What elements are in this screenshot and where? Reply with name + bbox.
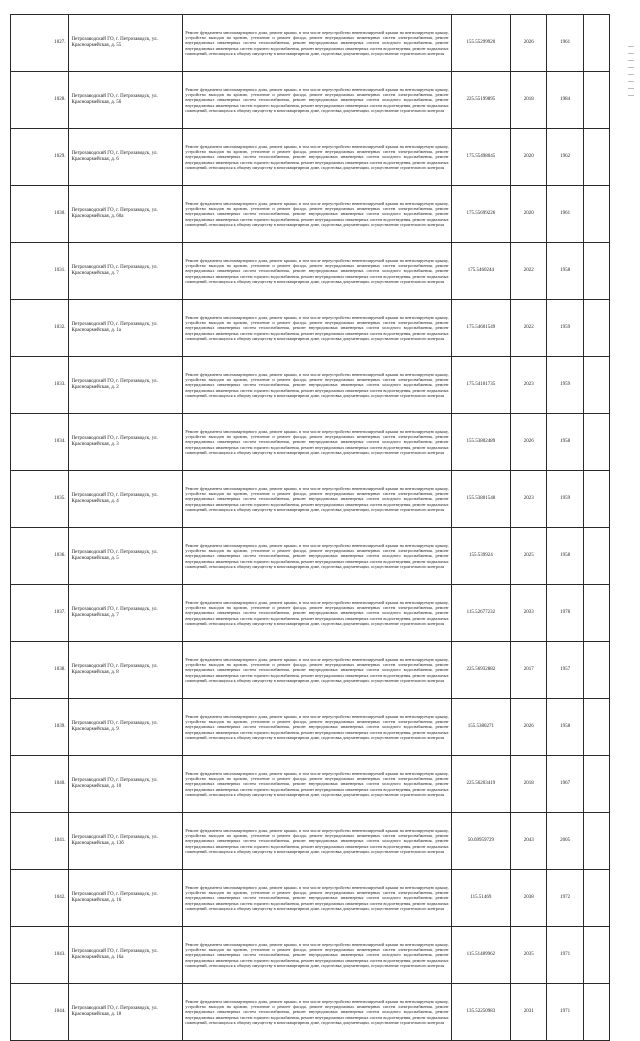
row-address: Петрозаводский ГО, г. Петрозаводск, ул. Красноармейская, д. 16: [69, 870, 183, 927]
row-year-built: 1984: [547, 72, 583, 129]
row-number: 1030.: [11, 186, 69, 243]
row-address: Петрозаводский ГО, г. Петрозаводск, ул. Красноармейская, д. 3: [69, 414, 183, 471]
row-area-value: 225.56203419: [451, 756, 510, 813]
row-number: 1035.: [11, 471, 69, 528]
row-year-built: 1978: [547, 585, 583, 642]
row-year-planned: 2022: [511, 243, 547, 300]
row-area-value: 135.52250983: [451, 984, 510, 1041]
row-address: Петрозаводский ГО, г. Петрозаводск, ул. Красноармейская, д. 2: [69, 357, 183, 414]
row-year-planned: 2022: [511, 300, 547, 357]
row-work-description: Ремонт фундамента многоквартирного дома, ремонт крыши, в том числе переустройство невентилируемой крыши на вентилируемую крышу, устройство выходов на кровлю, утепление и ремонт фасада, ремонт внутридомовых инженерных систем электроснабжения, ремонт внутридомовых инженерных систем теплоснабжения, ремонт внутридомовых инженерных систем холодного водоснабжения, ремонт внутридомовых инженерных систем горячего водоснабжения, ремонт внутридомовых инженерных систем водоотведения, ремонт подвальных помещений, относящихся к общему имуществу в многоквартирном доме, подготовка документации, осуществление строительного контроля: [183, 984, 451, 1041]
row-number: 1041.: [11, 813, 69, 870]
row-number: 1033.: [11, 357, 69, 414]
table-row: [11, 186, 610, 243]
row-work-description: Ремонт фундамента многоквартирного дома, ремонт крыши, в том числе переустройство невентилируемой крыши на вентилируемую крышу, устройство выходов на кровлю, утепление и ремонт фасада, ремонт внутридомовых инженерных систем электроснабжения, ремонт внутридомовых инженерных систем теплоснабжения, ремонт внутридомовых инженерных систем холодного водоснабжения, ремонт внутридомовых инженерных систем горячего водоснабжения, ремонт внутридомовых инженерных систем водоотведения, ремонт подвальных помещений, относящихся к общему имуществу в многоквартирном доме, подготовка документации, осуществление строительного контроля: [183, 813, 451, 870]
row-address: Петрозаводский ГО, г. Петрозаводск, ул. Красноармейская, д. 7: [69, 585, 183, 642]
row-area-value: 155.53802489: [451, 414, 510, 471]
row-empty-cell: [583, 186, 609, 243]
row-address: Петрозаводский ГО, г. Петрозаводск, ул. Красноармейская, д. 55: [69, 15, 183, 72]
row-work-description: Ремонт фундамента многоквартирного дома, ремонт крыши, в том числе переустройство невентилируемой крыши на вентилируемую крышу, устройство выходов на кровлю, утепление и ремонт фасада, ремонт внутридомовых инженерных систем электроснабжения, ремонт внутридомовых инженерных систем теплоснабжения, ремонт внутридомовых инженерных систем холодного водоснабжения, ремонт внутридомовых инженерных систем горячего водоснабжения, ремонт внутридомовых инженерных систем водоотведения, ремонт подвальных помещений, относящихся к общему имуществу в многоквартирном доме, подготовка документации, осуществление строительного контроля: [183, 870, 451, 927]
row-area-value: 175.55498045: [451, 129, 510, 186]
row-year-built: 1958: [547, 528, 583, 585]
row-year-planned: 2026: [511, 15, 547, 72]
row-year-planned: 2038: [511, 870, 547, 927]
row-year-planned: 2020: [511, 186, 547, 243]
row-empty-cell: [583, 300, 609, 357]
row-empty-cell: [583, 72, 609, 129]
row-empty-cell: [583, 813, 609, 870]
margin-marks: [628, 40, 634, 160]
table-row: [11, 927, 610, 984]
row-year-built: 1961: [547, 186, 583, 243]
row-work-description: Ремонт фундамента многоквартирного дома, ремонт крыши, в том числе переустройство невентилируемой крыши на вентилируемую крышу, устройство выходов на кровлю, утепление и ремонт фасада, ремонт внутридомовых инженерных систем электроснабжения, ремонт внутридомовых инженерных систем теплоснабжения, ремонт внутридомовых инженерных систем холодного водоснабжения, ремонт внутридомовых инженерных систем горячего водоснабжения, ремонт внутридомовых инженерных систем водоотведения, ремонт подвальных помещений, относящихся к общему имуществу в многоквартирном доме, подготовка документации, осуществление строительного контроля: [183, 15, 451, 72]
row-empty-cell: [583, 357, 609, 414]
row-address: Петрозаводский ГО, г. Петрозаводск, ул. Красноармейская, д. 56: [69, 72, 183, 129]
row-work-description: Ремонт фундамента многоквартирного дома, ремонт крыши, в том числе переустройство невентилируемой крыши на вентилируемую крышу, устройство выходов на кровлю, утепление и ремонт фасада, ремонт внутридомовых инженерных систем электроснабжения, ремонт внутридомовых инженерных систем теплоснабжения, ремонт внутридомовых инженерных систем холодного водоснабжения, ремонт внутридомовых инженерных систем горячего водоснабжения, ремонт внутридомовых инженерных систем водоотведения, ремонт подвальных помещений, относящихся к общему имуществу в многоквартирном доме, подготовка документации, осуществление строительного контроля: [183, 585, 451, 642]
row-year-planned: 2018: [511, 72, 547, 129]
row-address: Петрозаводский ГО, г. Петрозаводск, ул. Красноармейская, д. 8: [69, 642, 183, 699]
row-empty-cell: [583, 414, 609, 471]
row-year-built: 1971: [547, 927, 583, 984]
row-work-description: Ремонт фундамента многоквартирного дома, ремонт крыши, в том числе переустройство невентилируемой крыши на вентилируемую крышу, устройство выходов на кровлю, утепление и ремонт фасада, ремонт внутридомовых инженерных систем электроснабжения, ремонт внутридомовых инженерных систем теплоснабжения, ремонт внутридомовых инженерных систем холодного водоснабжения, ремонт внутридомовых инженерных систем горячего водоснабжения, ремонт внутридомовых инженерных систем водоотведения, ремонт подвальных помещений, относящихся к общему имуществу в многоквартирном доме, подготовка документации, осуществление строительного контроля: [183, 471, 451, 528]
row-work-description: Ремонт фундамента многоквартирного дома, ремонт крыши, в том числе переустройство невентилируемой крыши на вентилируемую крышу, устройство выходов на кровлю, утепление и ремонт фасада, ремонт внутридомовых инженерных систем электроснабжения, ремонт внутридомовых инженерных систем теплоснабжения, ремонт внутридомовых инженерных систем холодного водоснабжения, ремонт внутридомовых инженерных систем горячего водоснабжения, ремонт внутридомовых инженерных систем водоотведения, ремонт подвальных помещений, относящихся к общему имуществу в многоквартирном доме, подготовка документации, осуществление строительного контроля: [183, 927, 451, 984]
row-year-built: 1958: [547, 414, 583, 471]
row-number: 1038.: [11, 642, 69, 699]
row-work-description: Ремонт фундамента многоквартирного дома, ремонт крыши, в том числе переустройство невентилируемой крыши на вентилируемую крышу, устройство выходов на кровлю, утепление и ремонт фасада, ремонт внутридомовых инженерных систем электроснабжения, ремонт внутридомовых инженерных систем теплоснабжения, ремонт внутридомовых инженерных систем холодного водоснабжения, ремонт внутридомовых инженерных систем горячего водоснабжения, ремонт внутридомовых инженерных систем водоотведения, ремонт подвальных помещений, относящихся к общему имуществу в многоквартирном доме, подготовка документации, осуществление строительного контроля: [183, 72, 451, 129]
row-empty-cell: [583, 471, 609, 528]
table-row: [11, 756, 610, 813]
table-row: [11, 699, 610, 756]
row-empty-cell: [583, 756, 609, 813]
table-row: [11, 984, 610, 1041]
row-empty-cell: [583, 699, 609, 756]
row-empty-cell: [583, 870, 609, 927]
row-year-built: 1972: [547, 870, 583, 927]
row-year-planned: 2025: [511, 528, 547, 585]
row-year-built: 1959: [547, 471, 583, 528]
row-number: 1042.: [11, 870, 69, 927]
row-address: Петрозаводский ГО, г. Петрозаводск, ул. Красноармейская, д. 6: [69, 129, 183, 186]
row-year-built: 2005: [547, 813, 583, 870]
row-year-built: 1967: [547, 756, 583, 813]
table-row: [11, 414, 610, 471]
row-area-value: 155.53801548: [451, 471, 510, 528]
row-area-value: 225.56932882: [451, 642, 510, 699]
row-area-value: 155.55299920: [451, 15, 510, 72]
row-work-description: Ремонт фундамента многоквартирного дома, ремонт крыши, в том числе переустройство невентилируемой крыши на вентилируемую крышу, устройство выходов на кровлю, утепление и ремонт фасада, ремонт внутридомовых инженерных систем электроснабжения, ремонт внутридомовых инженерных систем теплоснабжения, ремонт внутридомовых инженерных систем холодного водоснабжения, ремонт внутридомовых инженерных систем горячего водоснабжения, ремонт внутридомовых инженерных систем водоотведения, ремонт подвальных помещений, относящихся к общему имуществу в многоквартирном доме, подготовка документации, осуществление строительного контроля: [183, 756, 451, 813]
row-year-planned: 2031: [511, 984, 547, 1041]
table-row: [11, 357, 610, 414]
row-area-value: 155.539924: [451, 528, 510, 585]
row-year-planned: 2043: [511, 813, 547, 870]
row-work-description: Ремонт фундамента многоквартирного дома, ремонт крыши, в том числе переустройство невентилируемой крыши на вентилируемую крышу, устройство выходов на кровлю, утепление и ремонт фасада, ремонт внутридомовых инженерных систем электроснабжения, ремонт внутридомовых инженерных систем теплоснабжения, ремонт внутридомовых инженерных систем холодного водоснабжения, ремонт внутридомовых инженерных систем горячего водоснабжения, ремонт внутридомовых инженерных систем водоотведения, ремонт подвальных помещений, относящихся к общему имуществу в многоквартирном доме, подготовка документации, осуществление строительного контроля: [183, 528, 451, 585]
row-empty-cell: [583, 585, 609, 642]
row-address: Петрозаводский ГО, г. Петрозаводск, ул. Красноармейская, д. 10: [69, 756, 183, 813]
row-year-built: 1957: [547, 642, 583, 699]
row-area-value: 115.52677232: [451, 585, 510, 642]
row-year-planned: 2035: [511, 927, 547, 984]
table-row: [11, 870, 610, 927]
row-year-planned: 2018: [511, 756, 547, 813]
row-number: 1032.: [11, 300, 69, 357]
row-address: Петрозаводский ГО, г. Петрозаводск, ул. Красноармейская, д. 7: [69, 243, 183, 300]
row-empty-cell: [583, 927, 609, 984]
row-address: Петрозаводский ГО, г. Петрозаводск, ул. Красноармейская, д. 1а: [69, 300, 183, 357]
row-address: Петрозаводский ГО, г. Петрозаводск, ул. Красноармейская, д. 9: [69, 699, 183, 756]
row-address: Петрозаводский ГО, г. Петрозаводск, ул. Красноармейская, д. 18: [69, 984, 183, 1041]
row-work-description: Ремонт фундамента многоквартирного дома, ремонт крыши, в том числе переустройство невентилируемой крыши на вентилируемую крышу, устройство выходов на кровлю, утепление и ремонт фасада, ремонт внутридомовых инженерных систем электроснабжения, ремонт внутридомовых инженерных систем теплоснабжения, ремонт внутридомовых инженерных систем холодного водоснабжения, ремонт внутридомовых инженерных систем горячего водоснабжения, ремонт внутридомовых инженерных систем водоотведения, ремонт подвальных помещений, относящихся к общему имуществу в многоквартирном доме, подготовка документации, осуществление строительного контроля: [183, 186, 451, 243]
table-row: [11, 72, 610, 129]
row-year-planned: 2033: [511, 585, 547, 642]
row-number: 1043.: [11, 927, 69, 984]
row-empty-cell: [583, 984, 609, 1041]
row-number: 1034.: [11, 414, 69, 471]
row-number: 1036.: [11, 528, 69, 585]
row-year-planned: 2023: [511, 471, 547, 528]
table-row: [11, 129, 610, 186]
table-row: [11, 528, 610, 585]
row-work-description: Ремонт фундамента многоквартирного дома, ремонт крыши, в том числе переустройство невентилируемой крыши на вентилируемую крышу, устройство выходов на кровлю, утепление и ремонт фасада, ремонт внутридомовых инженерных систем электроснабжения, ремонт внутридомовых инженерных систем теплоснабжения, ремонт внутридомовых инженерных систем холодного водоснабжения, ремонт внутридомовых инженерных систем горячего водоснабжения, ремонт внутридомовых инженерных систем водоотведения, ремонт подвальных помещений, относящихся к общему имуществу в многоквартирном доме, подготовка документации, осуществление строительного контроля: [183, 414, 451, 471]
row-empty-cell: [583, 642, 609, 699]
row-area-value: 50.69959729: [451, 813, 510, 870]
row-area-value: 225.55199895: [451, 72, 510, 129]
row-address: Петрозаводский ГО, г. Петрозаводск, ул. Красноармейская, д. 16а: [69, 927, 183, 984]
row-work-description: Ремонт фундамента многоквартирного дома, ремонт крыши, в том числе переустройство невентилируемой крыши на вентилируемую крышу, устройство выходов на кровлю, утепление и ремонт фасада, ремонт внутридомовых инженерных систем электроснабжения, ремонт внутридомовых инженерных систем теплоснабжения, ремонт внутридомовых инженерных систем холодного водоснабжения, ремонт внутридомовых инженерных систем горячего водоснабжения, ремонт внутридомовых инженерных систем водоотведения, ремонт подвальных помещений, относящихся к общему имуществу в многоквартирном доме, подготовка документации, осуществление строительного контроля: [183, 642, 451, 699]
table-row: [11, 243, 610, 300]
row-empty-cell: [583, 15, 609, 72]
row-area-value: 115.51469: [451, 870, 510, 927]
row-year-built: 1958: [547, 243, 583, 300]
row-year-built: 1958: [547, 699, 583, 756]
table-row: [11, 813, 610, 870]
row-year-planned: 2020: [511, 129, 547, 186]
table-row: [11, 642, 610, 699]
row-address: Петрозаводский ГО, г. Петрозаводск, ул. Красноармейская, д. 4: [69, 471, 183, 528]
row-number: 1028.: [11, 72, 69, 129]
row-area-value: 155.5380271: [451, 699, 510, 756]
row-year-built: 1971: [547, 984, 583, 1041]
row-year-built: 1961: [547, 15, 583, 72]
table-row: [11, 585, 610, 642]
row-empty-cell: [583, 129, 609, 186]
row-year-built: 1959: [547, 357, 583, 414]
row-work-description: Ремонт фундамента многоквартирного дома, ремонт крыши, в том числе переустройство невентилируемой крыши на вентилируемую крышу, устройство выходов на кровлю, утепление и ремонт фасада, ремонт внутридомовых инженерных систем электроснабжения, ремонт внутридомовых инженерных систем теплоснабжения, ремонт внутридомовых инженерных систем холодного водоснабжения, ремонт внутридомовых инженерных систем горячего водоснабжения, ремонт внутридомовых инженерных систем водоотведения, ремонт подвальных помещений, относящихся к общему имуществу в многоквартирном доме, подготовка документации, осуществление строительного контроля: [183, 357, 451, 414]
row-year-planned: 2017: [511, 642, 547, 699]
row-work-description: Ремонт фундамента многоквартирного дома, ремонт крыши, в том числе переустройство невентилируемой крыши на вентилируемую крышу, устройство выходов на кровлю, утепление и ремонт фасада, ремонт внутридомовых инженерных систем электроснабжения, ремонт внутридомовых инженерных систем теплоснабжения, ремонт внутридомовых инженерных систем холодного водоснабжения, ремонт внутридомовых инженерных систем горячего водоснабжения, ремонт внутридомовых инженерных систем водоотведения, ремонт подвальных помещений, относящихся к общему имуществу в многоквартирном доме, подготовка документации, осуществление строительного контроля: [183, 300, 451, 357]
row-number: 1040.: [11, 756, 69, 813]
table-row: [11, 15, 610, 72]
row-work-description: Ремонт фундамента многоквартирного дома, ремонт крыши, в том числе переустройство невентилируемой крыши на вентилируемую крышу, устройство выходов на кровлю, утепление и ремонт фасада, ремонт внутридомовых инженерных систем электроснабжения, ремонт внутридомовых инженерных систем теплоснабжения, ремонт внутридомовых инженерных систем холодного водоснабжения, ремонт внутридомовых инженерных систем горячего водоснабжения, ремонт внутридомовых инженерных систем водоотведения, ремонт подвальных помещений, относящихся к общему имуществу в многоквартирном доме, подготовка документации, осуществление строительного контроля: [183, 243, 451, 300]
row-empty-cell: [583, 528, 609, 585]
row-number: 1044.: [11, 984, 69, 1041]
row-area-value: 175.54101735: [451, 357, 510, 414]
row-area-value: 175.55699226: [451, 186, 510, 243]
row-number: 1037.: [11, 585, 69, 642]
row-area-value: 175.54601549: [451, 300, 510, 357]
row-work-description: Ремонт фундамента многоквартирного дома, ремонт крыши, в том числе переустройство невентилируемой крыши на вентилируемую крышу, устройство выходов на кровлю, утепление и ремонт фасада, ремонт внутридомовых инженерных систем электроснабжения, ремонт внутридомовых инженерных систем теплоснабжения, ремонт внутридомовых инженерных систем холодного водоснабжения, ремонт внутридомовых инженерных систем горячего водоснабжения, ремонт внутридомовых инженерных систем водоотведения, ремонт подвальных помещений, относящихся к общему имуществу в многоквартирном доме, подготовка документации, осуществление строительного контроля: [183, 699, 451, 756]
row-year-planned: 2026: [511, 699, 547, 756]
row-year-built: 1962: [547, 129, 583, 186]
row-address: Петрозаводский ГО, г. Петрозаводск, ул. Красноармейская, д. 60а: [69, 186, 183, 243]
table-row: [11, 300, 610, 357]
row-empty-cell: [583, 243, 609, 300]
row-address: Петрозаводский ГО, г. Петрозаводск, ул. Красноармейская, д. 13б: [69, 813, 183, 870]
row-number: 1027.: [11, 15, 69, 72]
row-number: 1029.: [11, 129, 69, 186]
row-number: 1039.: [11, 699, 69, 756]
repair-program-table: [10, 14, 610, 1041]
row-year-built: 1959: [547, 300, 583, 357]
row-area-value: 115.51489962: [451, 927, 510, 984]
table-body: [11, 15, 610, 1041]
row-area-value: 175.5460244: [451, 243, 510, 300]
table-row: [11, 471, 610, 528]
row-address: Петрозаводский ГО, г. Петрозаводск, ул. Красноармейская, д. 5: [69, 528, 183, 585]
row-year-planned: 2026: [511, 414, 547, 471]
row-year-planned: 2023: [511, 357, 547, 414]
row-work-description: Ремонт фундамента многоквартирного дома, ремонт крыши, в том числе переустройство невентилируемой крыши на вентилируемую крышу, устройство выходов на кровлю, утепление и ремонт фасада, ремонт внутридомовых инженерных систем электроснабжения, ремонт внутридомовых инженерных систем теплоснабжения, ремонт внутридомовых инженерных систем холодного водоснабжения, ремонт внутридомовых инженерных систем горячего водоснабжения, ремонт внутридомовых инженерных систем водоотведения, ремонт подвальных помещений, относящихся к общему имуществу в многоквартирном доме, подготовка документации, осуществление строительного контроля: [183, 129, 451, 186]
row-number: 1031.: [11, 243, 69, 300]
